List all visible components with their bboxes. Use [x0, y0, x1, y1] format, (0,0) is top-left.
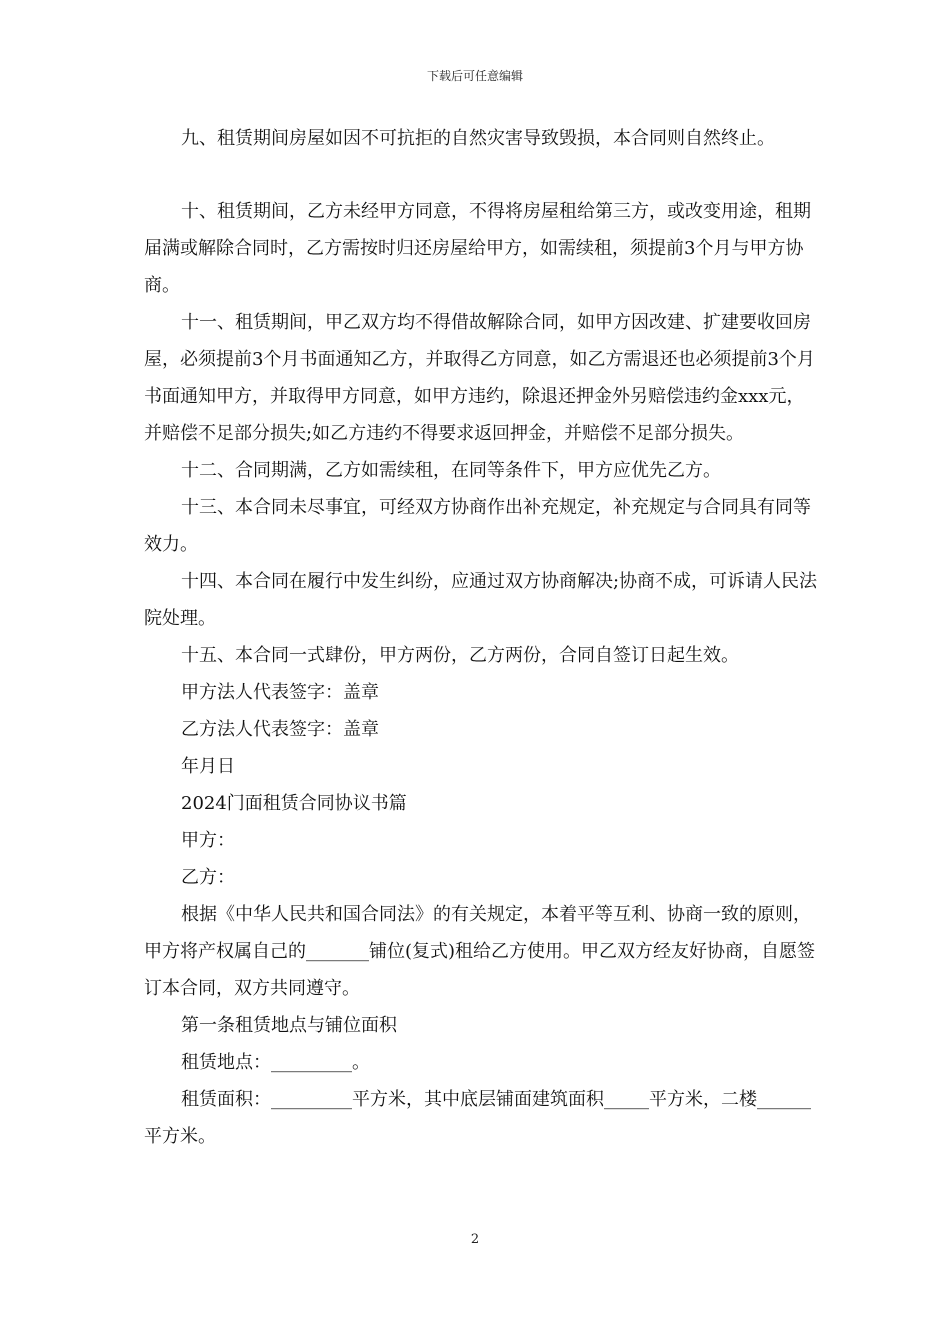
preamble-paragraph: 根据《中华人民共和国合同法》的有关规定，本着平等互利、协商一致的原则，甲方将产权属自己的_______铺位(复式)租给乙方使用。甲乙双方经友好协商，自愿签订本合同，双方共同遵守。 — [144, 904, 816, 999]
rental-location-line: 租赁地点：_________。 — [181, 1052, 370, 1073]
document-body — [144, 120, 820, 1155]
clause-13: 十三、本合同未尽事宜，可经双方协商作出补充规定，补充规定与合同具有同等效力。 — [144, 497, 811, 555]
clause-12: 十二、合同期满，乙方如需续租，在同等条件下，甲方应优先乙方。 — [181, 460, 721, 481]
clause-11: 十一、租赁期间，甲乙双方均不得借故解除合同，如甲方因改建、扩建要收回房屋，必须提前3个月书面通知乙方，并取得乙方同意，如乙方需退还也必须提前3个月书面通知甲方，并取得甲方同意，如甲方违约，除退还押金外另赔偿违约金xxx元，并赔偿不足部分损失;如乙方违约不得要求返回押金，并赔偿不足部分损失。 — [144, 312, 815, 444]
page-header-note: 下载后可任意编辑 — [426, 69, 523, 83]
rental-area-line: 租赁面积：_________平方米，其中底层铺面建筑面积_____平方米，二楼______平方米。 — [144, 1089, 811, 1147]
party-a-signature-line: 甲方法人代表签字：盖章 — [181, 682, 379, 703]
clause-10: 十、租赁期间，乙方未经甲方同意，不得将房屋租给第三方，或改变用途，租期届满或解除合同时，乙方需按时归还房屋给甲方，如需续租，须提前3个月与甲方协商。 — [144, 201, 811, 296]
party-a-line: 甲方： — [181, 830, 235, 851]
clause-9: 九、租赁期间房屋如因不可抗拒的自然灾害导致毁损，本合同则自然终止。 — [181, 128, 775, 149]
article-1-heading: 第一条租赁地点与铺位面积 — [181, 1015, 397, 1036]
section-title: 2024门面租赁合同协议书篇 — [181, 793, 407, 814]
clause-14: 十四、本合同在履行中发生纠纷，应通过双方协商解决;协商不成，可诉请人民法院处理。 — [144, 571, 818, 629]
date-line: 年月日 — [181, 756, 235, 777]
clause-15: 十五、本合同一式肆份，甲方两份，乙方两份，合同自签订日起生效。 — [181, 645, 739, 666]
page-number: 2 — [470, 1232, 480, 1247]
party-b-signature-line: 乙方法人代表签字：盖章 — [181, 719, 379, 740]
party-b-line: 乙方： — [181, 867, 235, 888]
